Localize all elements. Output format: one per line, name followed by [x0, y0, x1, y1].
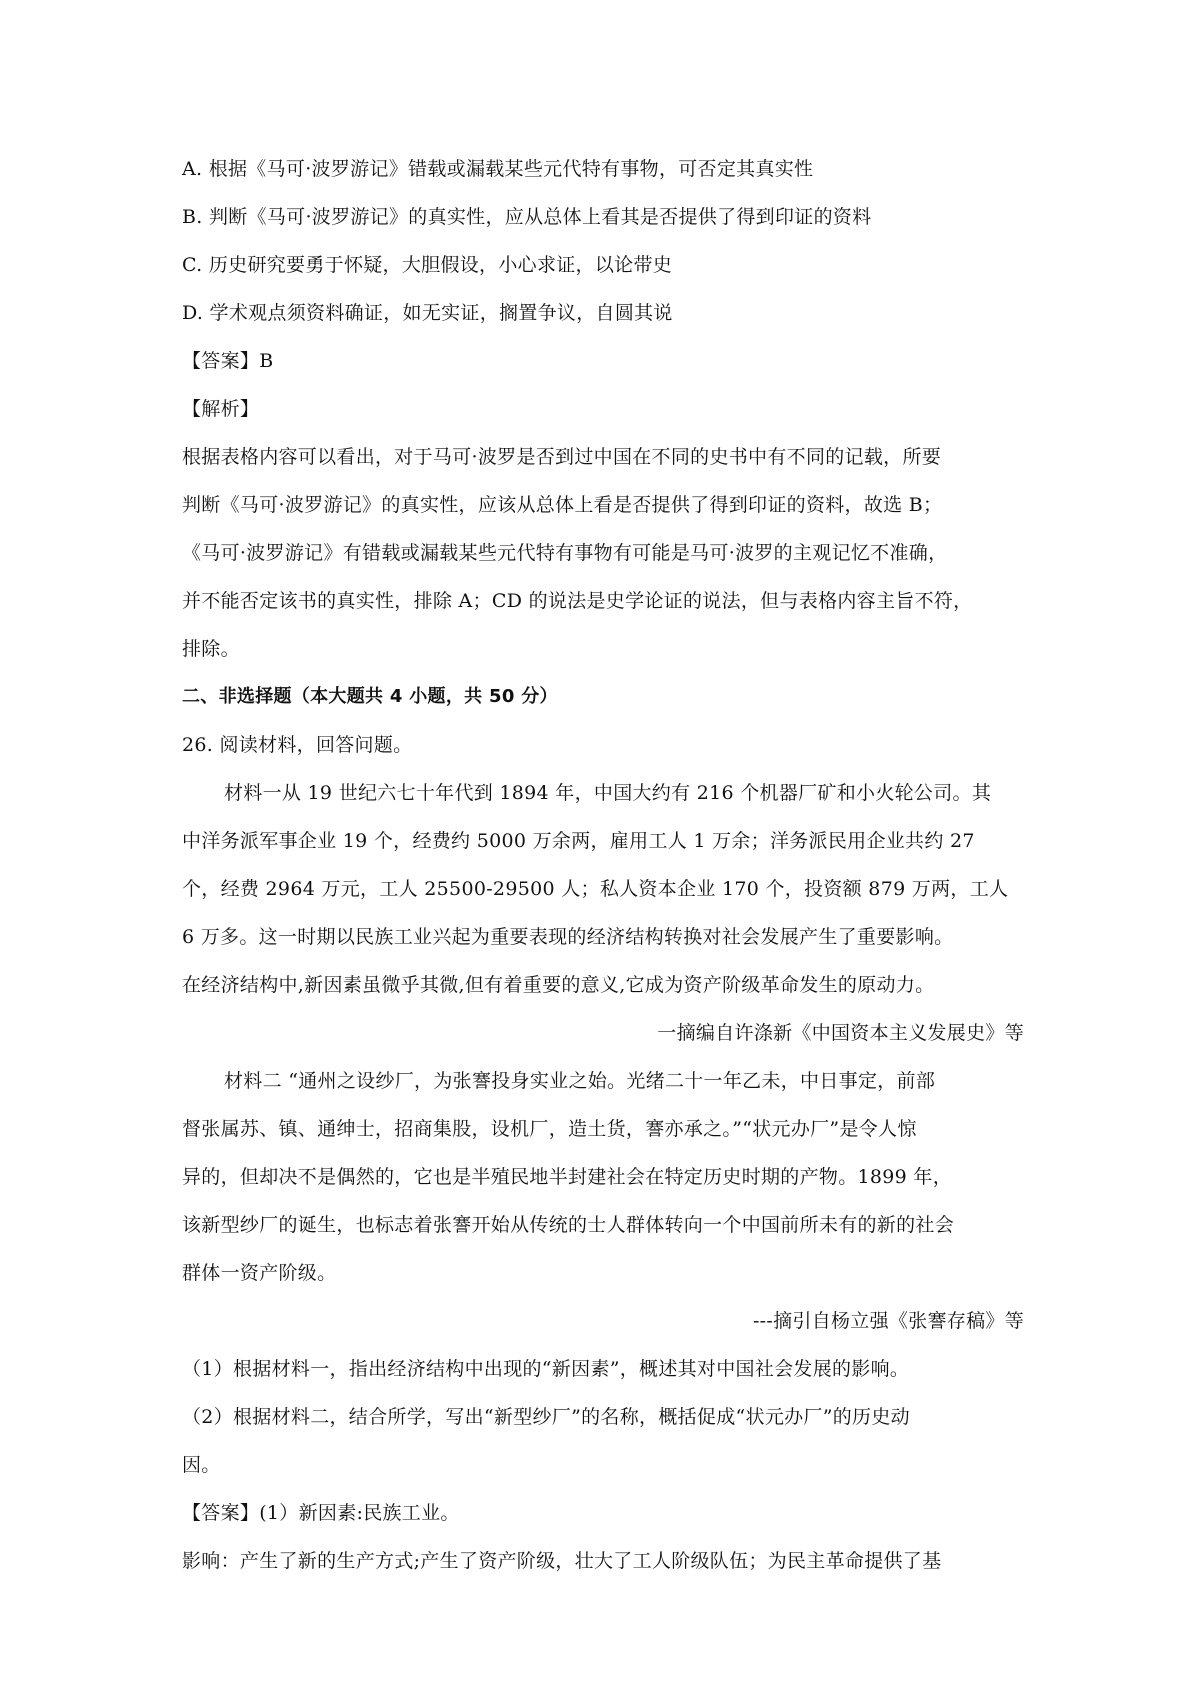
- answer-line: 【答案】(1）新因素:民族工业。: [182, 1502, 460, 1524]
- analysis-heading: 【解析】: [182, 398, 260, 420]
- option-b: B. 判断《马可·波罗游记》的真实性，应从总体上看其是否提供了得到印证的资料: [182, 206, 872, 228]
- option-c: C. 历史研究要勇于怀疑，大胆假设，小心求证，以论带史: [182, 254, 673, 276]
- material1-line: 中洋务派军事企业 19 个，经费约 5000 万余两，雇用工人 1 万余；洋务派民用企业共约 27: [182, 830, 975, 852]
- option-a: A. 根据《马可·波罗游记》错载或漏载某些元代特有事物，可否定其真实性: [182, 158, 814, 180]
- impact-line: 影响：产生了新的生产方式;产生了资产阶级，壮大了工人阶级队伍；为民主革命提供了基: [182, 1550, 942, 1572]
- material2-line: 群体一资产阶级。: [182, 1262, 337, 1284]
- material2-line: 该新型纱厂的诞生，也标志着张謇开始从传统的士人群体转向一个中国前所未有的新的社会: [182, 1214, 955, 1236]
- answer-label: 【答案】B: [182, 350, 274, 372]
- material2-line: 督张属苏、镇、通绅士，招商集股，设机厂，造土货，謇亦承之。”“状元办厂”是令人惊: [182, 1118, 917, 1140]
- section-heading: 二、非选择题（本大题共 4 小题，共 50 分）: [182, 686, 558, 707]
- material1-line: 在经济结构中,新因素虽微乎其微,但有着重要的意义,它成为资产阶级革命发生的原动力。: [182, 974, 935, 996]
- material1-line: 材料一从 19 世纪六七十年代到 1894 年，中国大约有 216 个机器厂矿和小火轮公司。其: [224, 782, 992, 804]
- question-1: （1）根据材料一，指出经济结构中出现的“新因素”，概述其对中国社会发展的影响。: [182, 1358, 910, 1380]
- material2-line: 材料二 “通州之设纱厂，为张謇投身实业之始。光绪二十一年乙未，中日事定，前部: [224, 1070, 936, 1092]
- question-prompt: 26. 阅读材料，回答问题。: [182, 734, 413, 756]
- analysis-line: 判断《马可·波罗游记》的真实性，应该从总体上看是否提供了得到印证的资料，故选 B；: [182, 494, 943, 516]
- analysis-line: 根据表格内容可以看出，对于马可·波罗是否到过中国在不同的史书中有不同的记载，所要: [182, 446, 942, 468]
- option-d: D. 学术观点须资料确证，如无实证，搁置争议，自圆其说: [182, 302, 673, 324]
- analysis-line: 排除。: [182, 638, 240, 660]
- material2-source: ---摘引自杨立强《张謇存稿》等: [752, 1310, 1024, 1332]
- analysis-line: 并不能否定该书的真实性，排除 A；CD 的说法是史学论证的说法，但与表格内容主旨不符，: [182, 590, 973, 612]
- material2-line: 异的，但却决不是偶然的，它也是半殖民地半封建社会在特定历史时期的产物。1899 年，: [182, 1166, 952, 1188]
- question-2-line: （2）根据材料二，结合所学，写出“新型纱厂”的名称，概括促成“状元办厂”的历史动: [182, 1406, 910, 1428]
- material1-line: 6 万多。这一时期以民族工业兴起为重要表现的经济结构转换对社会发展产生了重要影响。: [182, 926, 954, 948]
- question-2-line: 因。: [182, 1454, 221, 1476]
- material1-line: 个，经费 2964 万元，工人 25500-29500 人；私人资本企业 170 个，投资额 879 万两，工人: [182, 878, 1009, 900]
- analysis-line: 《马可·波罗游记》有错载或漏载某些元代特有事物有可能是马可·波罗的主观记忆不准确，: [182, 542, 948, 564]
- material1-source: 一摘编自许涤新《中国资本主义发展史》等: [657, 1022, 1024, 1044]
